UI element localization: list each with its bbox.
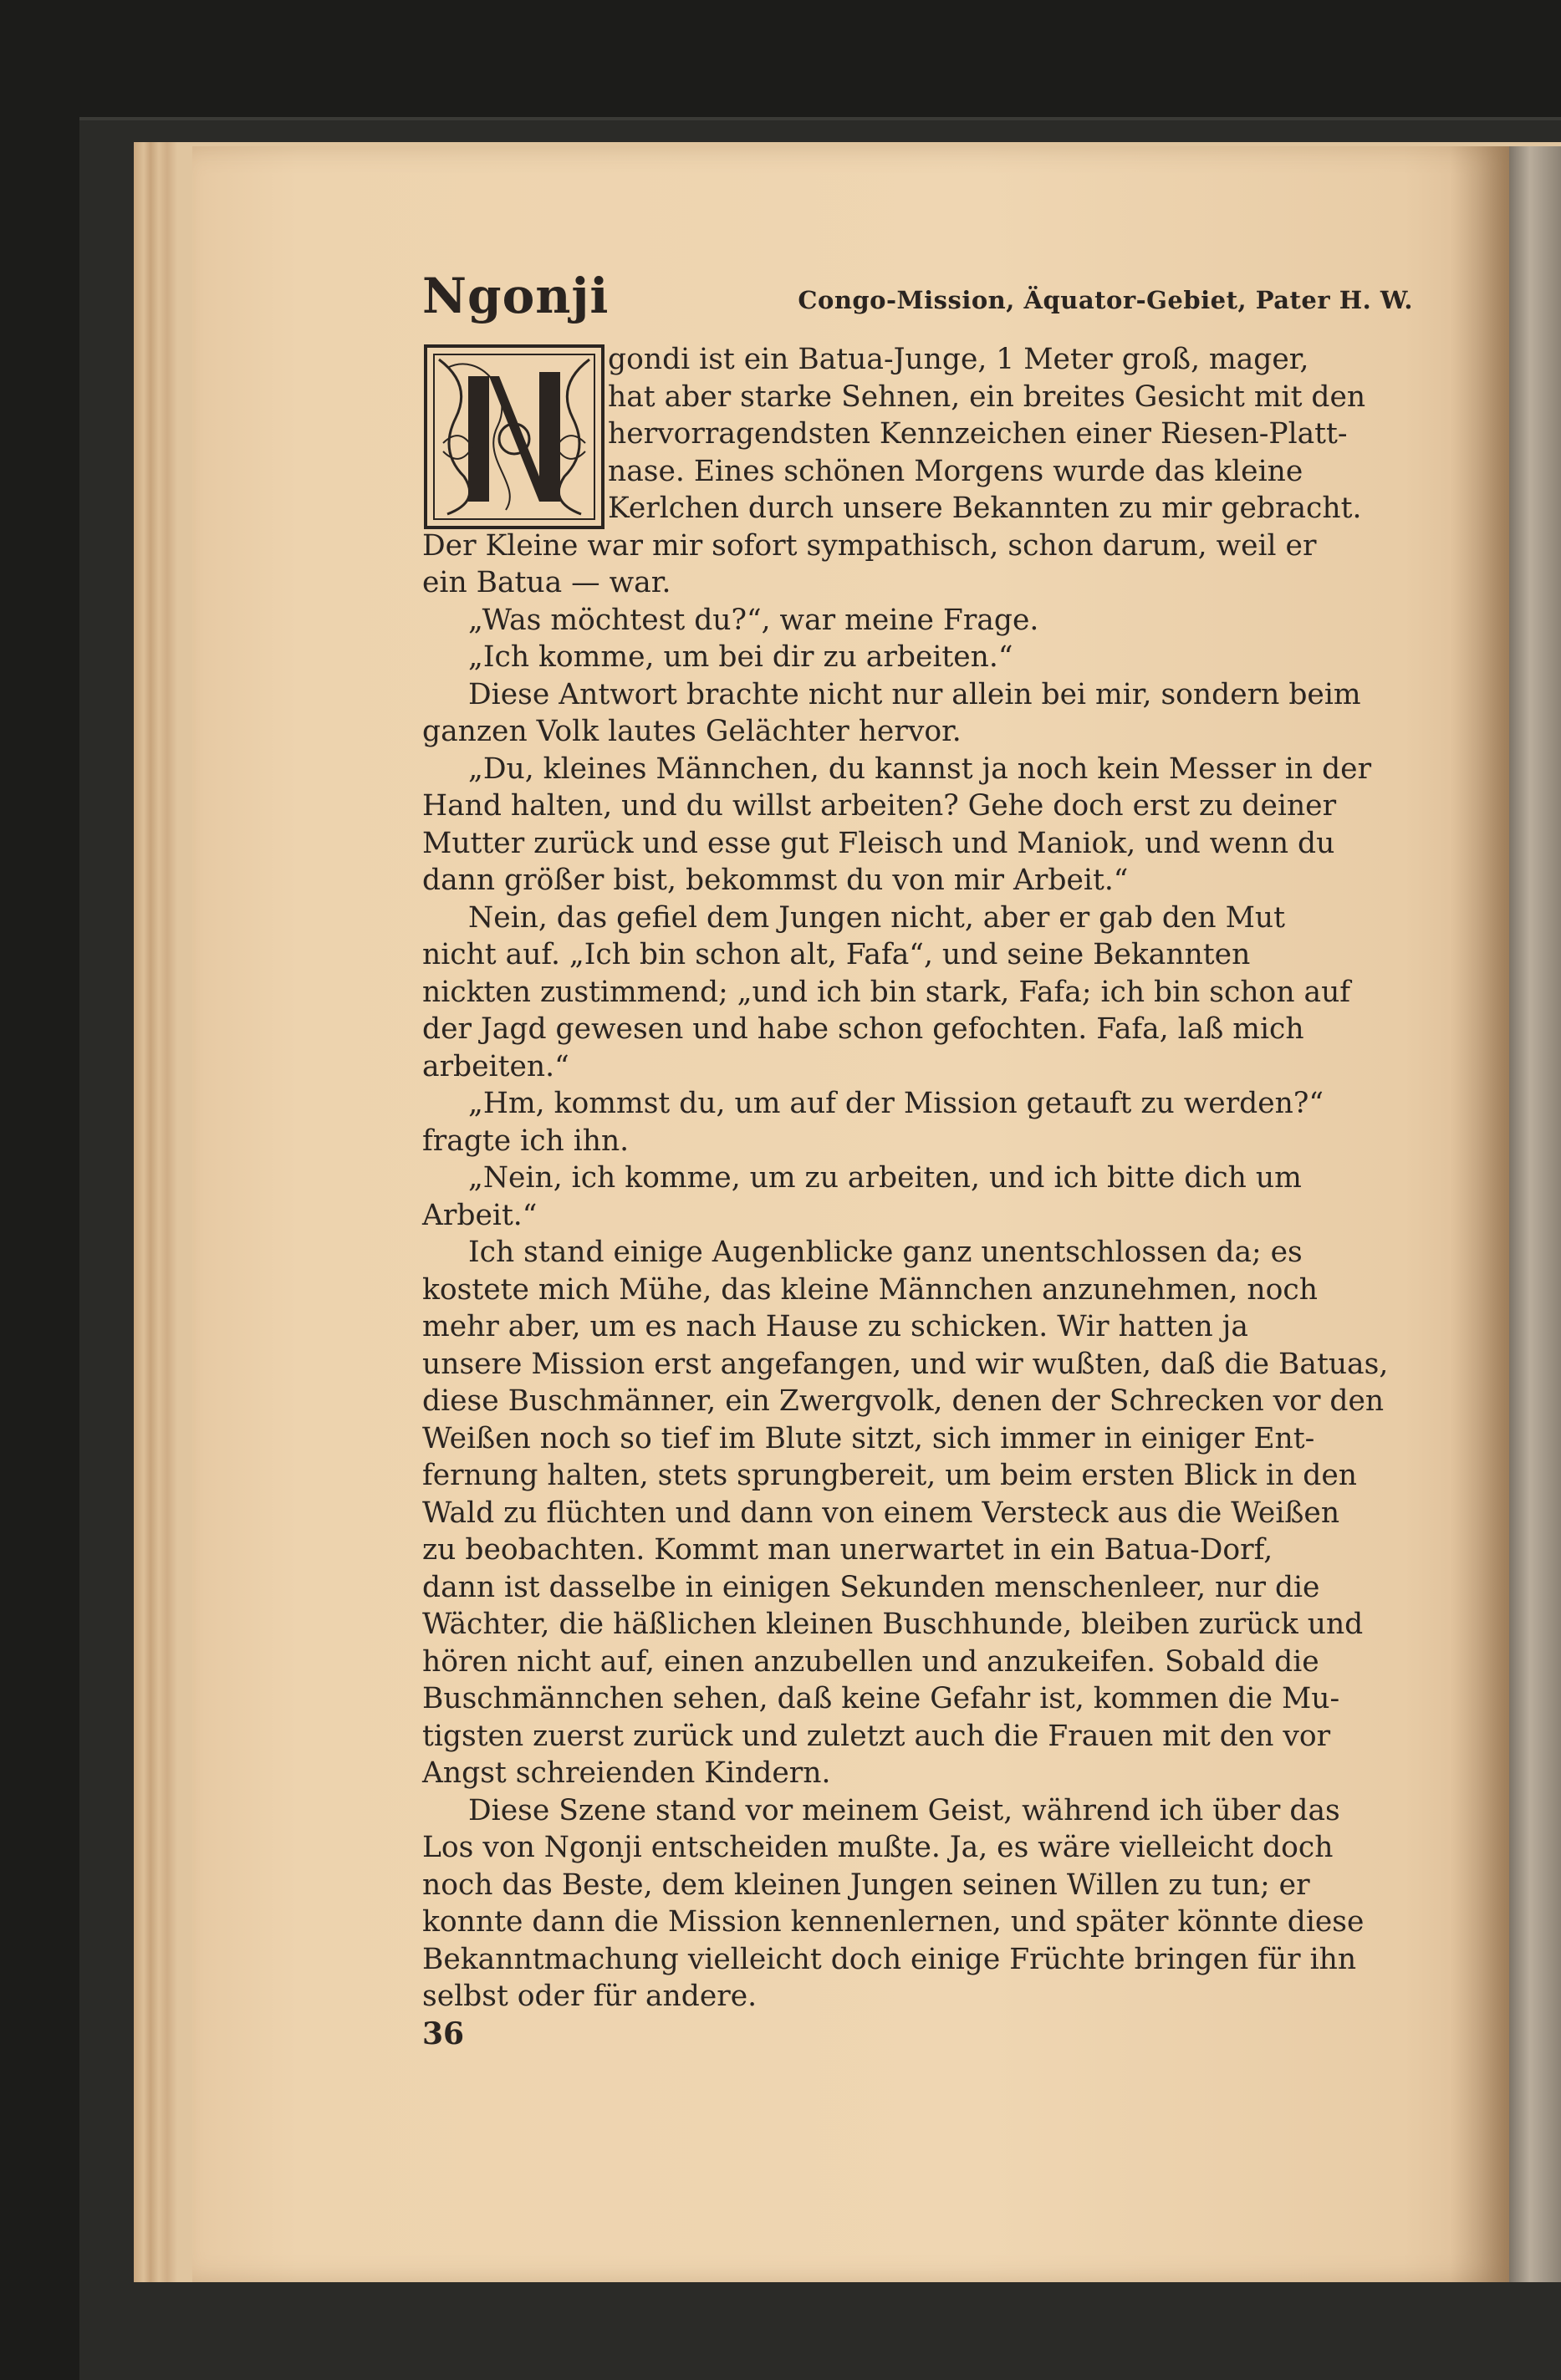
text-line: Arbeit.“ xyxy=(422,1198,538,1232)
text-line: nicht auf. „Ich bin schon alt, Fafa“, und seine Bekannten xyxy=(422,938,1251,971)
text-line: dann ist dasselbe in einigen Sekunden menschenleer, nur die xyxy=(422,1570,1320,1604)
text-line: Diese Antwort brachte nicht nur allein bei mir, sondern beim xyxy=(468,677,1361,711)
text-line: „Hm, kommst du, um auf der Mission getauft zu werden?“ xyxy=(468,1087,1324,1120)
page-gutter-shadow xyxy=(1451,146,1509,2282)
text-line: Wächter, die häßlichen kleinen Buschhunde, bleiben zurück und xyxy=(422,1608,1364,1641)
text-line: ganzen Volk lautes Gelächter hervor. xyxy=(422,715,962,748)
text-line: Bekanntmachung vielleicht doch einige Früchte bringen für ihn xyxy=(422,1942,1357,1976)
facing-page-edge xyxy=(1509,146,1561,2282)
running-header xyxy=(422,268,1413,326)
text-line: „Ich komme, um bei dir zu arbeiten.“ xyxy=(468,640,1013,674)
text-line: Los von Ngonji entscheiden mußte. Ja, es wäre vielleicht doch xyxy=(422,1831,1334,1864)
text-line: Nein, das gefiel dem Jungen nicht, aber er gab den Mut xyxy=(468,900,1285,935)
text-line: noch das Beste, dem kleinen Jungen seinen Willen zu tun; er xyxy=(422,1868,1310,1902)
text-line: der Jagd gewesen und habe schon gefochten. Fafa, laß mich xyxy=(422,1012,1304,1046)
text-line: hören nicht auf, einen anzubellen und anzukeifen. Sobald die xyxy=(422,1644,1319,1679)
text-line: Der Kleine war mir sofort sympathisch, schon darum, weil er xyxy=(422,528,1317,563)
text-line: nase. Eines schönen Morgens wurde das kleine xyxy=(608,454,1303,488)
page-number: 36 xyxy=(422,2016,465,2051)
text-line: Weißen noch so tief im Blute sitzt, sich immer in einiger Ent- xyxy=(422,1421,1315,1455)
text-line: nickten zustimmend; „und ich bin stark, Fafa; ich bin schon auf xyxy=(422,975,1351,1009)
text-line: hat aber starke Sehnen, ein breites Gesicht mit den xyxy=(608,380,1366,414)
text-line: fernung halten, stets sprungbereit, um beim ersten Blick in den xyxy=(422,1459,1357,1492)
text-line: konnte dann die Mission kennenlernen, und später könnte diese xyxy=(422,1905,1365,1939)
text-line: zu beobachten. Kommt man unerwartet in ein Batua-Dorf, xyxy=(422,1533,1273,1567)
text-line: diese Buschmänner, ein Zwergvolk, denen der Schrecken vor den xyxy=(422,1384,1385,1418)
text-line: Hand halten, und du willst arbeiten? Gehe doch erst zu deiner xyxy=(422,789,1337,823)
text-line: selbst oder für andere. xyxy=(422,1980,758,2013)
text-line: Mutter zurück und esse gut Fleisch und Maniok, und wenn du xyxy=(422,826,1335,860)
text-line: Ich stand einige Augenblicke ganz unentschlossen da; es xyxy=(468,1236,1303,1269)
text-line: gondi ist ein Batua-Junge, 1 Meter groß, mager, xyxy=(608,343,1309,376)
text-line: „Nein, ich komme, um zu arbeiten, und ich bitte dich um xyxy=(468,1161,1302,1195)
text-line: „Was möchtest du?“, war meine Frage. xyxy=(468,603,1039,637)
text-line: dann größer bist, bekommst du von mir Arbeit.“ xyxy=(422,864,1129,897)
text-line: unsere Mission erst angefangen, und wir wußten, daß die Batuas, xyxy=(422,1347,1389,1381)
text-line: arbeiten.“ xyxy=(422,1049,569,1083)
text-line: Diese Szene stand vor meinem Geist, während ich über das xyxy=(468,1793,1340,1827)
text-line: ein Batua — war. xyxy=(422,566,671,599)
chapter-title: Ngonji xyxy=(422,268,610,324)
body-text xyxy=(422,341,1413,2016)
chapter-subtitle: Congo-Mission, Äquator-Gebiet, Pater H. W. xyxy=(798,286,1413,314)
text-line: tigsten zuerst zurück und zuletzt auch die Frauen mit den vor xyxy=(422,1719,1331,1753)
text-line: hervorragendsten Kennzeichen einer Riesen-Platt- xyxy=(608,417,1348,451)
text-line: Wald zu flüchten und dann von einem Versteck aus die Weißen xyxy=(422,1496,1340,1530)
text-line: „Du, kleines Männchen, du kannst ja noch kein Messer in der xyxy=(468,752,1372,786)
text-line: mehr aber, um es nach Hause zu schicken. Wir hatten ja xyxy=(422,1310,1248,1343)
text-line: Angst schreienden Kindern. xyxy=(422,1756,831,1790)
text-line: fragte ich ihn. xyxy=(422,1124,630,1158)
text-line: Buschmännchen sehen, daß keine Gefahr ist, kommen die Mu- xyxy=(422,1682,1340,1715)
text-line: kostete mich Mühe, das kleine Männchen anzunehmen, noch xyxy=(422,1272,1318,1307)
text-line: Kerlchen durch unsere Bekannten zu mir gebracht. xyxy=(608,492,1362,525)
